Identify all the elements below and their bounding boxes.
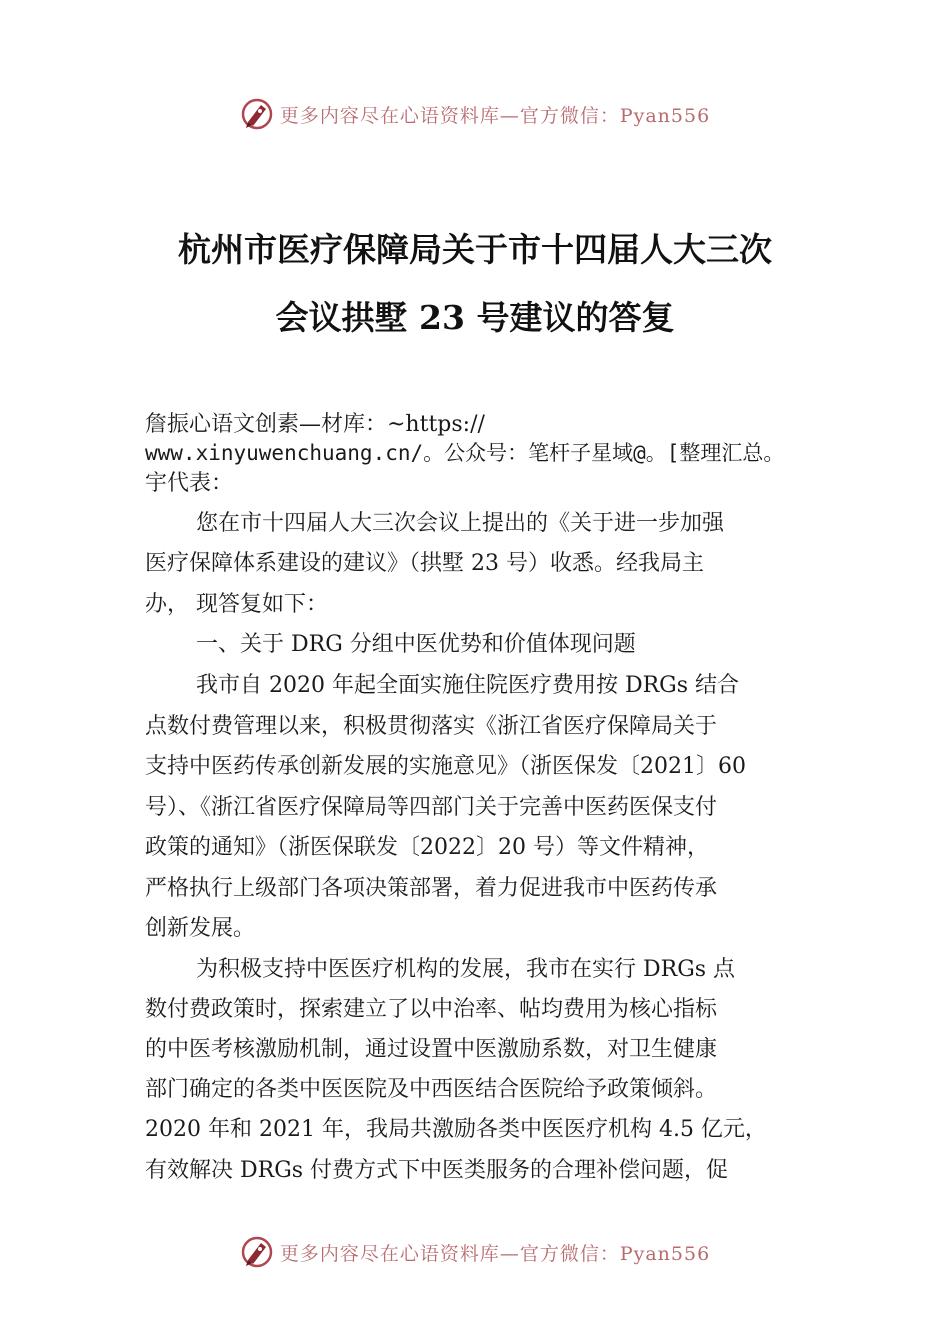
pen-logo-icon (240, 97, 274, 131)
banner-text: 更多内容尽在心语资料库—官方微信：Pyan556 (279, 104, 711, 127)
salutation: 宇代表： (145, 471, 234, 496)
pen-logo-icon (240, 1235, 274, 1269)
body-line: 部门确定的各类中医医院及中西医结合医院给予政策倾斜。 (145, 1077, 718, 1102)
document-title-line-1: 杭州市医疗保障局关于市十四届人大三次 (178, 230, 772, 269)
section-heading: 一、关于 DRG 分组中医优势和价值体现问题 (196, 632, 636, 657)
body-line: 办， 现答复如下： (145, 592, 328, 617)
body-line: 2020 年和 2021 年，我局共激励各类中医医疗机构 4.5 亿元， (145, 1117, 767, 1142)
body-line: 有效解决 DRGs 付费方式下中医类服务的合理补偿问题，促 (145, 1158, 729, 1183)
body-line: 严格执行上级部门各项决策部署，着力促进我市中医药传承 (145, 876, 718, 901)
header-banner (0, 94, 950, 134)
watermark-line-1: 詹振心语文创素—材库：~https:// (145, 412, 485, 437)
body-line: 为积极支持中医医疗机构的发展，我市在实行 DRGs 点 (196, 957, 736, 982)
footer-banner (0, 1232, 950, 1272)
body-line: 号）、《浙江省医疗保障局等四部门关于完善中医药医保支付 (145, 795, 718, 820)
body-line: 创新发展。 (145, 916, 256, 941)
watermark-line-2: www.xinyuwenchuang.cn/。公众号：笔杆子星域@。[整理汇总。 (145, 441, 785, 465)
body-line: 政策的通知》（浙医保联发〔2022〕20 号）等文件精神， (145, 835, 709, 860)
body-line: 您在市十四届人大三次会议上提出的《关于进一步加强 (196, 511, 725, 536)
body-line: 数付费政策时，探索建立了以中治率、帖均费用为核心指标 (145, 997, 718, 1022)
body-line: 我市自 2020 年起全面实施住院医疗费用按 DRGs 结合 (196, 673, 740, 698)
body-line: 支持中医药传承创新发展的实施意见》（浙医保发〔2021〕60 (145, 754, 746, 779)
document-title-line-2: 会议拱墅 23 号建议的答复 (275, 298, 675, 337)
body-line: 的中医考核激励机制，通过设置中医激励系数，对卫生健康 (145, 1037, 718, 1062)
body-line: 医疗保障体系建设的建议》（拱墅 23 号）收悉。经我局主 (145, 551, 704, 576)
banner-text: 更多内容尽在心语资料库—官方微信：Pyan556 (279, 1242, 711, 1265)
body-line: 点数付费管理以来，积极贯彻落实《浙江省医疗保障局关于 (145, 714, 718, 739)
